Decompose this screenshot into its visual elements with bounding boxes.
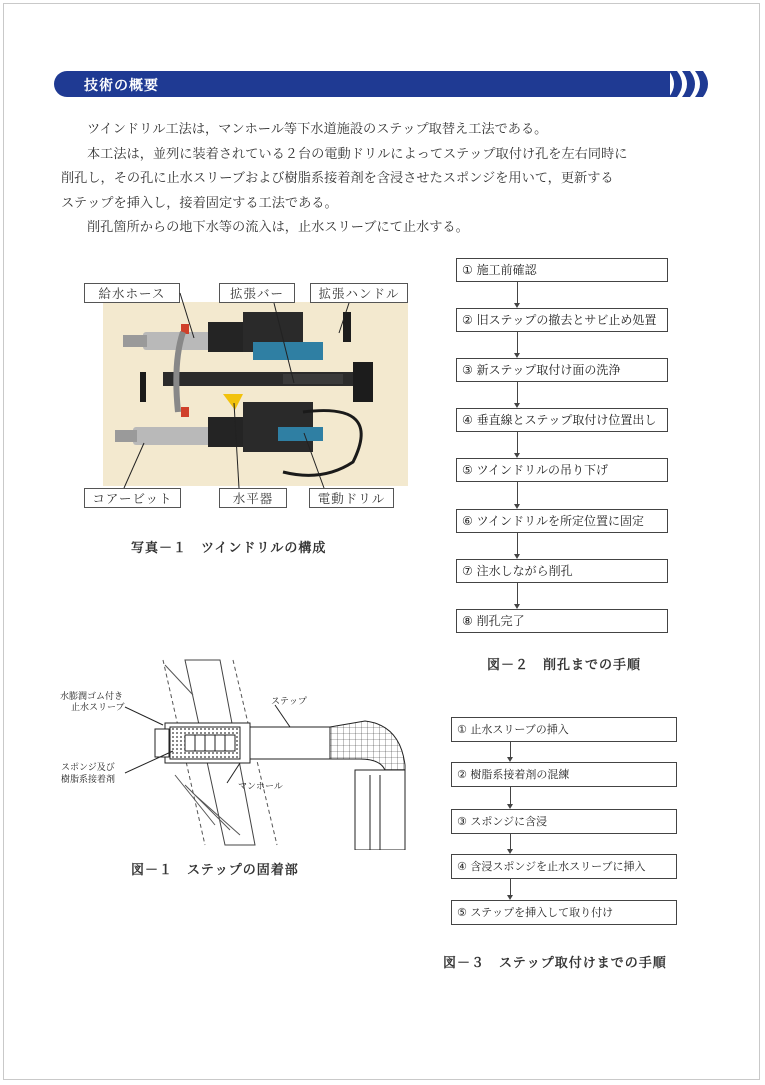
arrow-head <box>507 757 513 762</box>
flow2-caption: 図－２ 削孔までの手順 <box>487 658 642 673</box>
flow2-step: ③ 新ステップ取付け面の洗浄 <box>456 358 668 382</box>
arrow-head <box>507 804 513 809</box>
label-electric-drill: 電動ドリル <box>309 488 394 508</box>
intro-line: ステップを挿入し，接着固定する工法である。 <box>61 195 338 211</box>
arrow-head <box>514 353 520 358</box>
flow2-step: ② 旧ステップの撤去とサビ止め処置 <box>456 308 668 332</box>
section-header <box>54 71 670 97</box>
arrow-head <box>514 504 520 509</box>
label-sleeve-line2: 止水スリーブ <box>71 703 125 713</box>
label-expansion-bar: 拡張バー <box>219 283 295 303</box>
flow-arrow <box>517 432 518 453</box>
intro-line: ツインドリル工法は，マンホール等下水道施設のステップ取替え工法である。 <box>87 122 548 137</box>
arrow-head <box>514 604 520 609</box>
intro-line: 削孔し，その孔に止水スリーブおよび樹脂系接着剤を含浸させたスポンジを用いて，更新する <box>61 171 614 186</box>
figure1-caption: 図－１ ステップの固着部 <box>131 863 299 878</box>
label-core-bit: コアービット <box>84 488 181 508</box>
label-sponge-line1: スポンジ及び <box>61 763 115 773</box>
flow-arrow <box>510 834 511 849</box>
label-sponge-line2: 樹脂系接着剤 <box>61 775 116 785</box>
flow-arrow <box>510 787 511 804</box>
flow3-caption: 図－３ ステップ取付けまでの手順 <box>443 956 667 971</box>
flow-arrow <box>517 382 518 403</box>
flow2-step: ⑦ 注水しながら削孔 <box>456 559 668 583</box>
flow2-step: ① 施工前確認 <box>456 258 668 282</box>
flow3-step: ② 樹脂系接着剤の混練 <box>451 762 677 787</box>
flow-arrow <box>510 742 511 757</box>
section-title: 技術の概要 <box>84 78 159 94</box>
intro-paragraph <box>61 118 700 241</box>
flow3-step: ① 止水スリーブの挿入 <box>451 717 677 742</box>
flow2-step: ⑧ 削孔完了 <box>456 609 668 633</box>
arrow-head <box>514 403 520 408</box>
photo-caption: 写真－１ ツインドリルの構成 <box>131 541 327 556</box>
arrow-head <box>507 849 513 854</box>
label-level: 水平器 <box>219 488 287 508</box>
flow-arrow <box>517 583 518 604</box>
flow-arrow <box>510 879 511 895</box>
intro-line: 本工法は，並列に装着されている２台の電動ドリルによってステップ取付け孔を左右同時に <box>87 146 628 162</box>
figure1-step-fixing-diagram <box>55 655 410 850</box>
flow3-step: ③ スポンジに含浸 <box>451 809 677 834</box>
chevron-right-icon <box>693 71 715 97</box>
flow-arrow <box>517 533 518 554</box>
flow2-step: ⑥ ツインドリルを所定位置に固定 <box>456 509 668 533</box>
flow2-step: ④ 垂直線とステップ取付け位置出し <box>456 408 668 432</box>
label-step: ステップ <box>271 697 307 707</box>
flow-arrow <box>517 482 518 504</box>
arrow-head <box>514 303 520 308</box>
arrow-head <box>507 895 513 900</box>
label-expansion-handle: 拡張ハンドル <box>310 283 408 303</box>
label-manhole: マンホール <box>238 782 283 792</box>
flow-arrow <box>517 332 518 353</box>
arrow-head <box>514 453 520 458</box>
flow-arrow <box>517 282 518 303</box>
intro-line: 削孔箇所からの地下水等の流入は，止水スリーブにて止水する。 <box>87 220 469 235</box>
label-sleeve-line1: 水膨潤ゴム付き <box>60 692 124 702</box>
callout-leader-lines <box>84 283 414 508</box>
arrow-head <box>514 554 520 559</box>
flow3-step: ⑤ ステップを挿入して取り付け <box>451 900 677 925</box>
flow3-step: ④ 含浸スポンジを止水スリーブに挿入 <box>451 854 677 879</box>
flow2-step: ⑤ ツインドリルの吊り下げ <box>456 458 668 482</box>
label-water-hose: 給水ホース <box>84 283 180 303</box>
